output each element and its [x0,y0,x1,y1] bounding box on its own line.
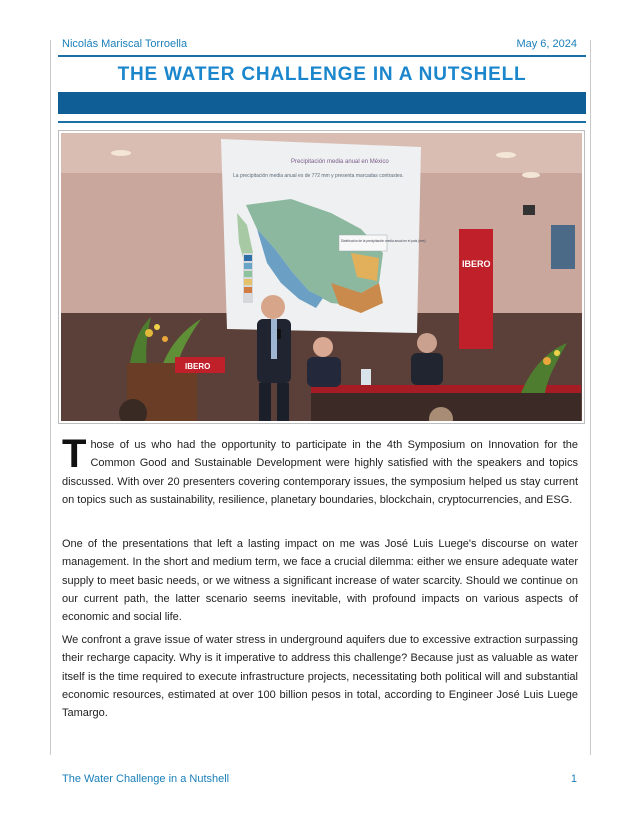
legend-swatch [244,271,252,277]
paragraph-1 [62,432,578,509]
legend-swatch [244,263,252,269]
slide-note-box [339,235,387,251]
paragraph-3: We confront a grave issue of water stress in underground aquifers due to excessive extraction surpassing their recharge capacity. Why is it imperative to address this challenge? Because just as valuable as water itself is the time required to execute infrastructure projects, necessitating both political will and substantial economic resources, estimated at over 100 billion pesos in total, according to Engineer José Luis Luege Tamargo. [62,634,578,720]
page-number: 1 [570,773,577,785]
event-photo [58,130,585,424]
page-footer [62,773,577,789]
drop-cap: T [62,432,87,476]
header-date: May 6, 2024 [516,38,577,50]
header-rule [58,55,586,57]
paragraph-2: One of the presentations that left a lasting impact on me was José Luis Luege's discourse on water management. In the short and medium term, we face a crucial dilemma: either we ensure adequate water supply to meet basic needs, or we witness a significant increase of water scarcity. Should we continue on our current path, the latter scenario seems inevitable, with profound impacts on various aspects of economic and social life. [62,538,578,624]
slide-title: Precipitación media anual en México [291,159,389,165]
podium-sign-text: IBERO [185,362,211,371]
ibero-wall-banner [459,229,493,349]
page-header [62,38,577,54]
ceiling-light [522,172,540,178]
slide-subtitle: La precipitación media anual es de 772 mm y presenta marcadas contrastes. [233,173,404,179]
article-title: THE WATER CHALLENGE IN A NUTSHELL [117,64,527,85]
legend-swatch [244,279,252,285]
camera-box [523,205,535,215]
page-margin-line-right [590,40,591,755]
event-photo-illustration [61,133,582,421]
header-author: Nicolás Mariscal Torroella [62,38,188,50]
ceiling-light [111,150,131,156]
legend-swatch [244,255,252,261]
ceiling-light [496,152,516,158]
wall-monitor [551,225,575,269]
slide-note: Distribución de la precipitación media anual en el país (mm) [341,239,426,243]
footer-title: The Water Challenge in a Nutshell [62,773,230,785]
wall-banner-text: IBERO [462,259,491,269]
title-banner [58,92,586,114]
page-margin-line-left [50,40,51,755]
legend-swatch [244,287,252,293]
title-rule [58,121,586,123]
microphone [277,329,281,339]
paragraph-1-text: hose of us who had the opportunity to participate in the 4th Symposium on Innovation for the Common Good and Sustainable Development were highly satisfied with the speakers and topics discussed. With over 20 presenters covering contemporary issues, the symposium helped us stay current on topics such as sustainability, resilience, planetary boundaries, blockchain, cryptocurrencies, and ESG. [62,439,578,506]
water-pitcher [361,369,371,385]
